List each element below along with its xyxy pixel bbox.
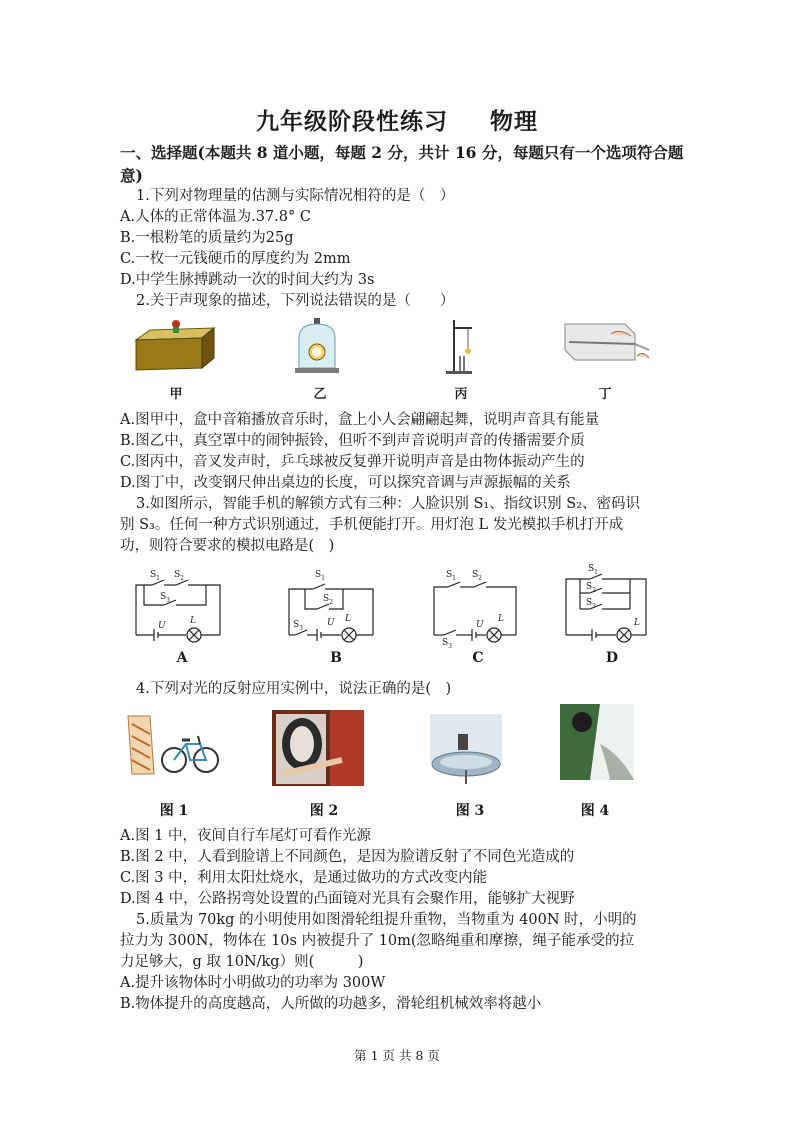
q5-option-a: A.提升该物体时小明做功的功率为 300W: [120, 975, 386, 991]
q4-option-c: C.图 3 中，利用太阳灶烧水，是通过做功的方式改变内能: [120, 870, 488, 886]
svg-text:S3: $S_3$: [160, 592, 170, 604]
svg-text:S2: $S_2$: [586, 582, 596, 594]
q3-line-1: 3.如图所示，智能手机的解锁方式有三种：人脸识别 S₁、指纹识别 S₂、密码识: [136, 496, 641, 512]
q1-stem: 1.下列对物理量的估测与实际情况相符的是（ ）: [136, 188, 455, 204]
circuit-b: [283, 565, 383, 645]
q3-line-3: 功，则符合要求的模拟电路是( ): [120, 538, 335, 554]
svg-text:S2: $S_2$: [323, 594, 333, 606]
q1-option-d: D.中学生脉搏跳动一次的时间大约为 3s: [120, 272, 375, 288]
figure-yi-bell-jar: [294, 318, 340, 374]
q5-line-1: 5.质量为 70kg 的小明使用如图滑轮组提升重物，当物重为 400N 时，小明的: [136, 912, 637, 928]
q2-option-c: C.图丙中，音叉发声时，乒乓球被反复弹开说明声音是由物体振动产生的: [120, 454, 585, 470]
svg-text:L: L: [190, 616, 196, 626]
caption-fig-3: 图 3: [455, 803, 485, 819]
q3-line-2: 别 S₃。任何一种方式识别通过，手机便能打开。用灯泡 L 发光模拟手机打开成: [120, 517, 624, 533]
circuit-label-a: A: [176, 650, 188, 666]
svg-text:L: L: [498, 614, 504, 624]
circuit-label-c: C: [472, 650, 484, 666]
section-heading: 一、选择题(本题共 8 道小题，每题 2 分，共计 16 分，每题只有一个选项符合题意): [120, 143, 684, 185]
figure-2-face-mask: [272, 710, 364, 786]
q4-option-d: D.图 4 中，公路拐弯处设置的凸面镜对光具有会聚作用，能够扩大视野: [120, 891, 575, 907]
circuit-label-b: B: [330, 650, 342, 666]
figure-4-convex-mirror: [560, 704, 634, 780]
svg-text:S3: $S_3$: [293, 620, 303, 632]
svg-text:S1: $S_1$: [588, 564, 598, 576]
q1-option-a: A.人体的正常体温为.37.8° C: [120, 209, 311, 225]
q5-option-b: B.物体提升的高度越高，人所做的功越多，滑轮组机械效率将越小: [120, 996, 542, 1012]
q2-option-b: B.图乙中，真空罩中的闹钟振铃，但听不到声音说明声音的传播需要介质: [120, 433, 585, 449]
q5-line-3: 力足够大，g 取 10N/kg）则( ): [120, 954, 364, 970]
circuit-a: [130, 565, 230, 645]
q2-stem: 2.关于声现象的描述，下列说法错误的是（ ）: [136, 293, 455, 309]
svg-text:S1: $S_1$: [315, 570, 325, 582]
page-footer: 第 1 页 共 8 页: [354, 1048, 440, 1063]
q2-option-a: A.图甲中，盒中音箱播放音乐时，盒上小人会翩翩起舞，说明声音具有能量: [120, 412, 600, 428]
svg-text:U: U: [476, 620, 484, 630]
circuit-c: [428, 565, 528, 650]
page-title: [0, 103, 794, 136]
caption-ding: 丁: [598, 387, 612, 402]
svg-text:U: U: [327, 618, 335, 628]
svg-text:S1: $S_1$: [150, 570, 160, 582]
caption-bing: 丙: [454, 387, 468, 402]
caption-fig-1: 图 1: [159, 803, 189, 819]
circuit-label-d: D: [605, 650, 619, 666]
svg-text:L: L: [634, 618, 640, 628]
svg-text:S3: $S_3$: [586, 598, 596, 610]
caption-fig-2: 图 2: [309, 803, 339, 819]
svg-text:S2: $S_2$: [472, 570, 482, 582]
circuit-d: [560, 565, 660, 645]
svg-text:S2: $S_2$: [174, 570, 184, 582]
figure-jia-speaker-box: [132, 318, 218, 374]
q4-stem: 4.下列对光的反射应用实例中，说法正确的是( ): [136, 681, 452, 697]
q1-option-c: C.一枚一元钱硬币的厚度约为 2mm: [120, 251, 351, 267]
caption-fig-4: 图 4: [580, 803, 610, 819]
svg-text:L: L: [345, 614, 351, 624]
q4-option-b: B.图 2 中，人看到脸谱上不同颜色，是因为脸谱反射了不同色光造成的: [120, 849, 575, 865]
figure-3-solar-cooker: [430, 714, 502, 784]
figure-1-bicycle: [124, 710, 220, 780]
q2-option-d: D.图丁中，改变钢尺伸出桌边的长度，可以探究音调与声源振幅的关系: [120, 475, 571, 491]
caption-jia: 甲: [169, 387, 183, 402]
figure-ding-steel-ruler: [565, 320, 651, 374]
q4-option-a: A.图 1 中，夜间自行车尾灯可看作光源: [120, 828, 372, 844]
svg-text:S3: $S_3$: [442, 638, 452, 650]
title-subject: 物理: [490, 108, 538, 135]
figure-bing-tuning-fork: [442, 318, 478, 374]
title-main: 九年级阶段性练习: [256, 108, 448, 135]
svg-text:U: U: [158, 621, 166, 631]
q1-option-b: B.一根粉笔的质量约为25g: [120, 230, 294, 246]
caption-yi: 乙: [313, 387, 327, 402]
svg-text:S1: $S_1$: [446, 570, 456, 582]
q5-line-2: 拉力为 300N，物体在 10s 内被提升了 10m(忽略绳重和摩擦，绳子能承受的拉: [120, 933, 635, 949]
